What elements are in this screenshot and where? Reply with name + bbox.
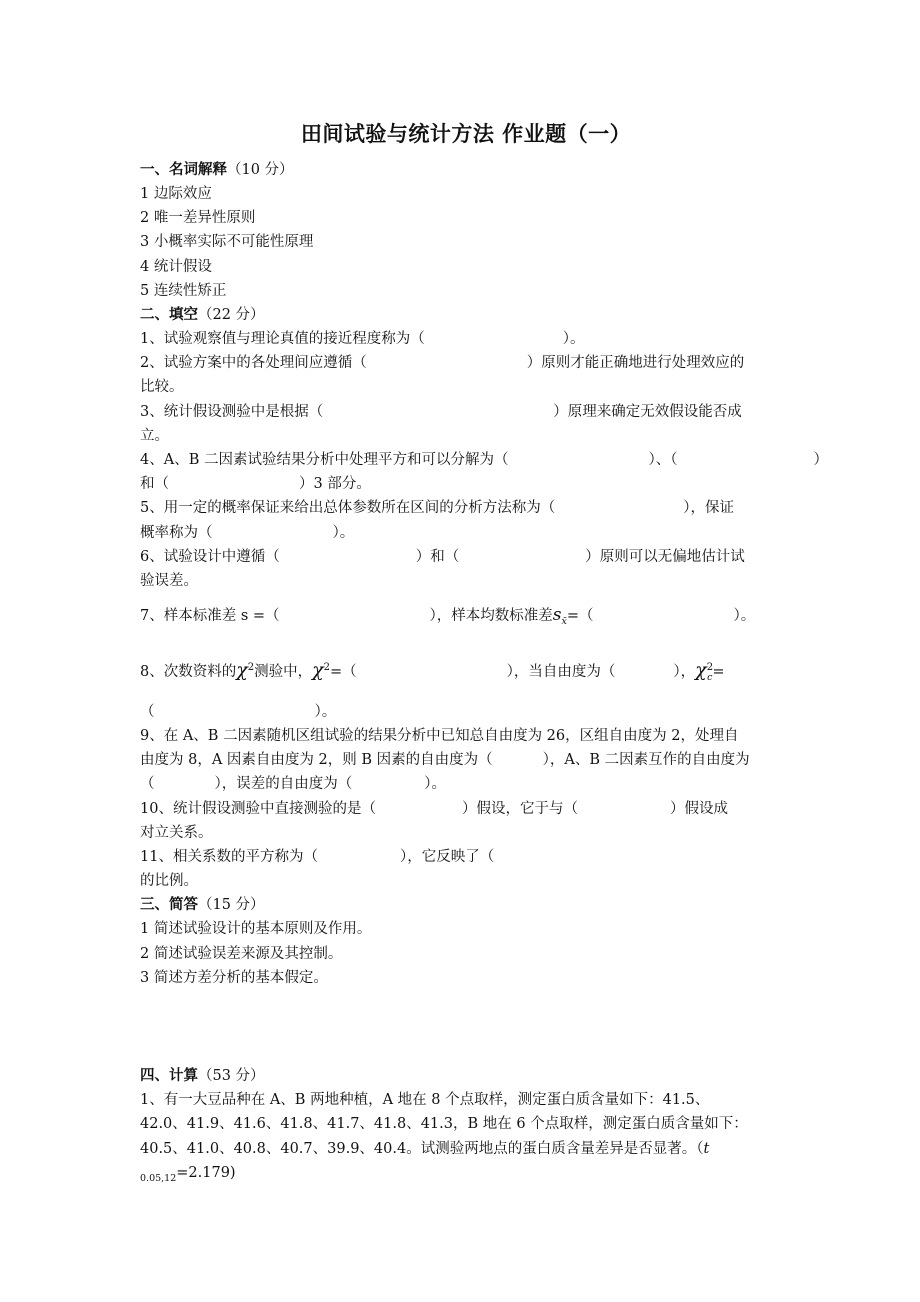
term-item: 1 边际效应 bbox=[140, 186, 212, 202]
section-1-heading: 一、名词解释（10 分） bbox=[140, 162, 294, 178]
fill-question-5-cont: 概率称为（ ）。 bbox=[140, 524, 355, 541]
fill-question-9-cont: 由度为 8，A 因素自由度为 2，则 B 因素的自由度为（ ），A、B 二因素互作的自由度为 bbox=[140, 752, 750, 769]
fill-question-2: 2、试验方案中的各处理间应遵循（ ）原则才能正确地进行处理效应的 bbox=[140, 355, 745, 372]
fill-question-11-cont: 的比例。 bbox=[140, 873, 198, 890]
fill-question-9-cont2: （ ），误差的自由度为（ ）。 bbox=[140, 776, 446, 793]
page-title: 田间试验与统计方法 作业题（一） bbox=[300, 122, 632, 146]
fill-question-9: 9、在 A、B 二因素随机区组试验的结果分析中已知总自由度为 26，区组自由度为 2，处理自 bbox=[140, 728, 739, 745]
section-2-heading: 二、填空（22 分） bbox=[140, 307, 265, 324]
fill-question-3-cont: 立。 bbox=[140, 427, 169, 444]
section-3-heading: 三、简答（15 分） bbox=[140, 897, 265, 914]
calc-question-line: 40.5、41.0、40.8、40.7、39.9、40.4。试测验两地点的蛋白质含量差异是否显著。（t bbox=[140, 1140, 710, 1157]
fill-question-6: 6、试验设计中遵循（ ）和（ ）原则可以无偏地估计试 bbox=[140, 548, 745, 565]
t-value: $_{0.05,12}$=2.179) bbox=[140, 1164, 236, 1184]
term-item: 4 统计假设 bbox=[140, 258, 212, 275]
fill-question-11: 11、相关系数的平方称为（ ），它反映了（ bbox=[140, 849, 495, 866]
term-item: 2 唯一差异性原则 bbox=[140, 210, 256, 227]
fill-question-10: 10、统计假设测验中直接测验的是（ ）假设，它于与（ ）假设成 bbox=[140, 800, 728, 817]
short-answer-item: 1 简述试验设计的基本原则及作用。 bbox=[140, 921, 372, 938]
fill-question-8-cont: （ ）。 bbox=[140, 703, 337, 720]
fill-question-1: 1、试验观察值与理论真值的接近程度称为（ ）。 bbox=[140, 331, 585, 348]
short-answer-item: 2 简述试验误差来源及其控制。 bbox=[140, 945, 343, 962]
fill-question-4-cont: 和（ ）3 部分。 bbox=[140, 476, 371, 493]
fill-question-10-cont: 对立关系。 bbox=[140, 824, 213, 841]
fill-question-7: 7、样本标准差 s =（ ），样本均数标准差$s_{x̄}=$（ ）。 bbox=[140, 605, 756, 628]
fill-question-4: 4、A、B 二因素试验结果分析中处理平方和可以分解为（ ）、（ ） bbox=[140, 452, 828, 469]
fill-question-2-cont: 比较。 bbox=[140, 379, 184, 396]
fill-question-5: 5、用一定的概率保证来给出总体参数所在区间的分析方法称为（ ），保证 bbox=[140, 500, 734, 517]
short-answer-item: 3 简述方差分析的基本假定。 bbox=[140, 969, 328, 986]
calc-question-line: 42.0、41.9、41.6、41.8、41.7、41.8、41.3，B 地在 6 个点取样，测定蛋白质含量如下： bbox=[140, 1116, 748, 1133]
fill-question-3: 3、统计假设测验中是根据（ ）原理来确定无效假设能否成 bbox=[140, 403, 742, 420]
fill-question-8: 8、次数资料的$\chi^2$测验中，$\chi^2=$（ ），当自由度为（ ），$\chi^2_c=$ bbox=[140, 658, 725, 683]
term-item: 5 连续性矫正 bbox=[140, 282, 227, 299]
section-4-heading: 四、计算（53 分） bbox=[140, 1068, 265, 1085]
term-item: 3 小概率实际不可能性原理 bbox=[140, 234, 314, 251]
document-page bbox=[140, 118, 828, 1191]
fill-question-6-cont: 验误差。 bbox=[140, 573, 198, 590]
calc-question-line: 1、有一大豆品种在 A、B 两地种植，A 地在 8 个点取样，测定蛋白质含量如下：41.5、 bbox=[140, 1092, 710, 1109]
